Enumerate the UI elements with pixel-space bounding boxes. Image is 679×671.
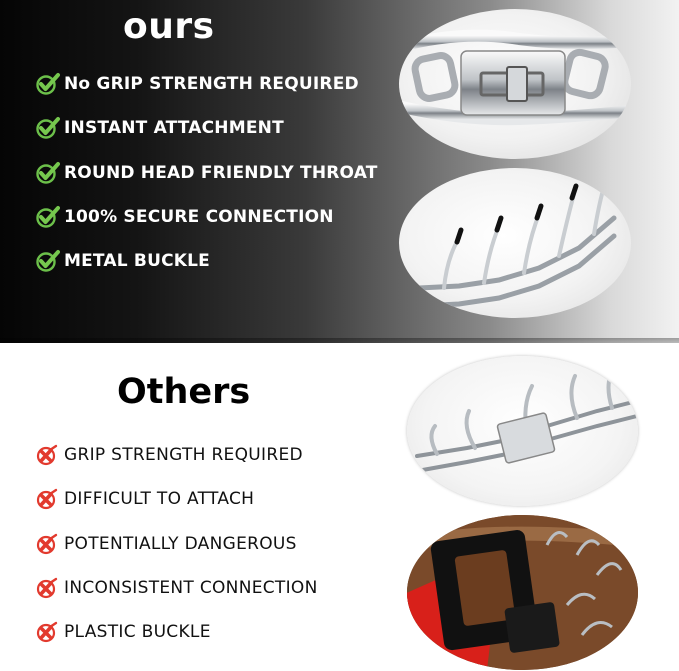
cross-icon xyxy=(34,619,60,645)
ours-feature-list xyxy=(34,62,378,283)
others-feature-label: DIFFICULT TO ATTACH xyxy=(64,489,255,510)
check-icon xyxy=(34,71,60,97)
others-feature-item xyxy=(34,610,318,654)
ours-feature-label: METAL BUCKLE xyxy=(64,251,210,272)
ours-feature-label: No GRIP STRENGTH REQUIRED xyxy=(64,74,359,95)
others-feature-label: GRIP STRENGTH REQUIRED xyxy=(64,445,303,466)
check-icon xyxy=(34,160,60,186)
others-feature-label: INCONSISTENT CONNECTION xyxy=(64,578,318,599)
ours-feature-label: INSTANT ATTACHMENT xyxy=(64,118,284,139)
metal-buckle-illustration xyxy=(399,9,631,159)
ours-feature-label: ROUND HEAD FRIENDLY THROAT xyxy=(64,162,378,183)
others-feature-item xyxy=(34,477,318,521)
cross-icon xyxy=(34,575,60,601)
metal-buckle-photo xyxy=(399,9,631,159)
plastic-buckle-photo xyxy=(407,515,638,670)
plastic-buckle-illustration xyxy=(407,515,638,670)
ours-heading: ours xyxy=(123,6,215,47)
cross-icon xyxy=(34,531,60,557)
prong-chain-illustration xyxy=(399,168,631,318)
ours-feature-item xyxy=(34,151,378,195)
check-icon xyxy=(34,115,60,141)
ours-feature-item xyxy=(34,195,378,239)
check-icon xyxy=(34,248,60,274)
metal-clip-illustration xyxy=(407,356,638,506)
ours-feature-item xyxy=(34,62,378,106)
ours-feature-item xyxy=(34,239,378,283)
prong-chain-photo xyxy=(399,168,631,318)
others-feature-item xyxy=(34,433,318,477)
cross-icon xyxy=(34,486,60,512)
others-feature-list xyxy=(34,433,318,654)
check-icon xyxy=(34,204,60,230)
others-feature-item xyxy=(34,522,318,566)
others-feature-item xyxy=(34,566,318,610)
cross-icon xyxy=(34,442,60,468)
others-feature-label: PLASTIC BUCKLE xyxy=(64,622,211,643)
others-feature-label: POTENTIALLY DANGEROUS xyxy=(64,533,297,554)
metal-clip-photo xyxy=(407,356,638,506)
others-heading: Others xyxy=(117,372,251,412)
ours-feature-label: 100% SECURE CONNECTION xyxy=(64,207,334,228)
ours-feature-item xyxy=(34,106,378,150)
